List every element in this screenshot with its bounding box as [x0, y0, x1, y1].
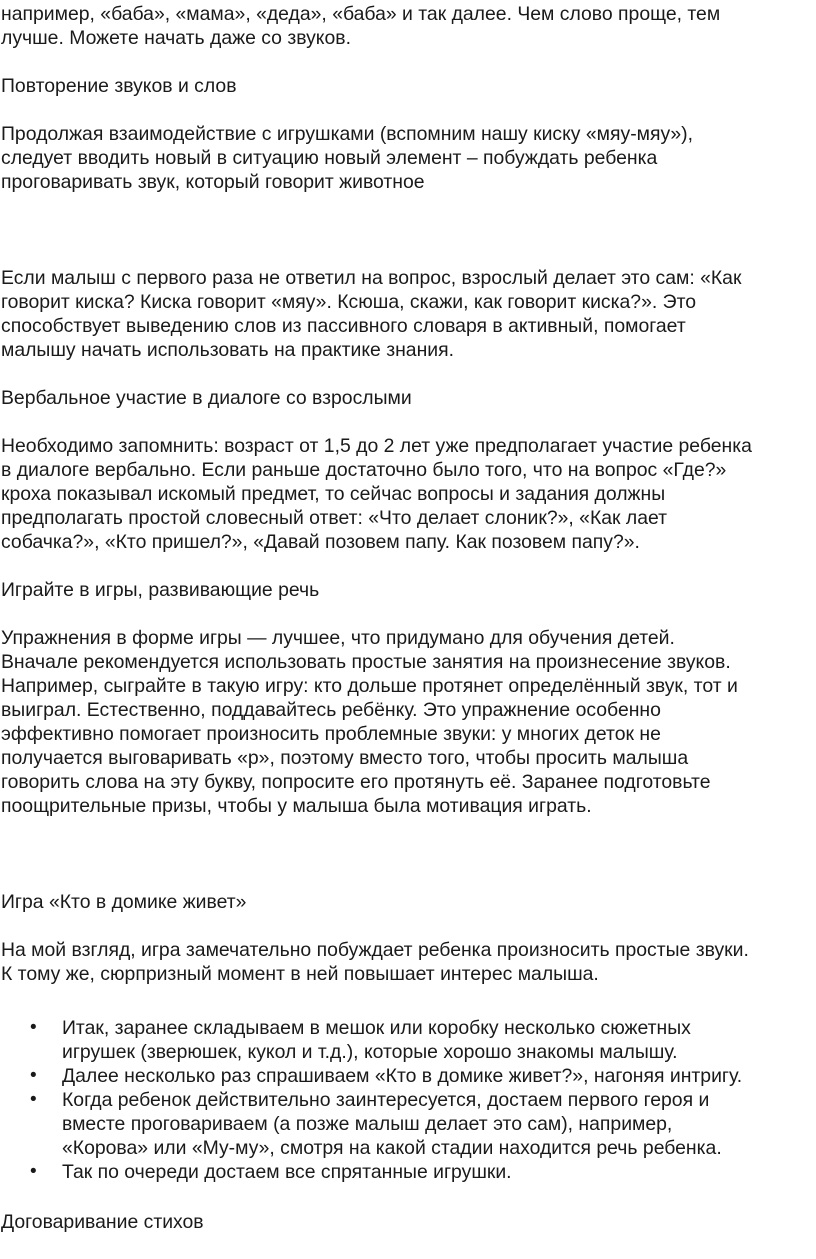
answer-line-1: Если малыш с первого раза не ответил на вопрос, взрослый делает это сам: «Как — [1, 267, 742, 289]
list-item-4-line-1: Так по очереди достаем все спрятанные игрушки. — [62, 1161, 512, 1183]
bullet-marker: • — [30, 1161, 37, 1182]
list-item-1-line-2: игрушек (зверюшек, кукол и т.д.), которые хорошо знакомы малышу. — [62, 1041, 678, 1063]
repeat-line-1: Продолжая взаимодействие с игрушками (вспомним нашу киску «мяу-мяу»), — [1, 123, 694, 145]
games-line-6: получается выговаривать «р», поэтому вместо того, чтобы просить малыша — [1, 747, 689, 769]
verbal-line-5: собачка?», «Кто пришел?», «Давай позовем папу. Как позовем папу?». — [1, 531, 640, 553]
bullet-marker: • — [30, 1065, 37, 1086]
answer-line-2: говорит киска? Киска говорит «мяу». Ксюша, скажи, как говорит киска?». Это — [1, 291, 697, 313]
verbal-line-4: предполагать простой словесный ответ: «Что делает слоник?», «Как лает — [1, 507, 668, 529]
heading-who-lives-game: Игра «Кто в домике живет» — [1, 891, 247, 913]
games-line-2: Вначале рекомендуется использовать простые занятия на произнесение звуков. — [1, 651, 731, 673]
heading-speech-games: Играйте в игры, развивающие речь — [1, 579, 320, 601]
list-item-3-line-1: Когда ребенок действительно заинтересуется, достаем первого героя и — [62, 1089, 710, 1111]
verbal-line-3: кроха показывал искомый предмет, то сейчас вопросы и задания должны — [1, 483, 666, 505]
games-line-4: выиграл. Естественно, поддавайтесь ребёнку. Это упражнение особенно — [1, 699, 661, 721]
intro-line-2: лучше. Можете начать даже со звуков. — [1, 27, 351, 49]
list-item-3-line-3: «Корова» или «Му-му», смотря на какой стадии находится речь ребенка. — [62, 1137, 722, 1159]
heading-finish-poems: Договаривание стихов — [1, 1211, 204, 1233]
bullet-marker: • — [30, 1017, 37, 1038]
house-line-2: К тому же, сюрпризный момент в ней повышает интерес малыша. — [1, 963, 599, 985]
repeat-line-3: проговаривать звук, который говорит животное — [1, 171, 425, 193]
answer-line-3: способствует выведению слов из пассивного словаря в активный, помогает — [1, 315, 686, 337]
heading-verbal-dialogue: Вербальное участие в диалоге со взрослыми — [1, 387, 412, 409]
house-line-1: На мой взгляд, игра замечательно побуждает ребенка произносить простые звуки. — [1, 939, 749, 961]
games-line-8: поощрительные призы, чтобы у малыша была мотивация играть. — [1, 795, 592, 817]
list-item-2-line-1: Далее несколько раз спрашиваем «Кто в домике живет?», нагоняя интригу. — [62, 1065, 743, 1087]
list-item-3-line-2: вместе проговариваем (а позже малыш делает это сам), например, — [62, 1113, 673, 1135]
answer-line-4: малышу начать использовать на практике знания. — [1, 339, 455, 361]
repeat-line-2: следует вводить новый в ситуацию новый элемент – побуждать ребенка — [1, 147, 658, 169]
games-line-7: говорить слова на эту букву, попросите его протянуть её. Заранее подготовьте — [1, 771, 711, 793]
list-item-1-line-1: Итак, заранее складываем в мешок или коробку несколько сюжетных — [62, 1017, 691, 1039]
games-line-1: Упражнения в форме игры — лучшее, что придумано для обучения детей. — [1, 627, 675, 649]
heading-repeat-sounds: Повторение звуков и слов — [1, 75, 237, 97]
games-line-3: Например, сыграйте в такую игру: кто дольше протянет определённый звук, тот и — [1, 675, 738, 697]
verbal-line-1: Необходимо запомнить: возраст от 1,5 до 2 лет уже предполагает участие ребенка — [1, 435, 752, 457]
intro-line-1: например, «баба», «мама», «деда», «баба» и так далее. Чем слово проще, тем — [1, 3, 721, 25]
bullet-marker: • — [30, 1089, 37, 1110]
games-line-5: эффективно помогает произносить проблемные звуки: у многих деток не — [1, 723, 661, 745]
verbal-line-2: в диалоге вербально. Если раньше достаточно было того, что на вопрос «Где?» — [1, 459, 727, 481]
